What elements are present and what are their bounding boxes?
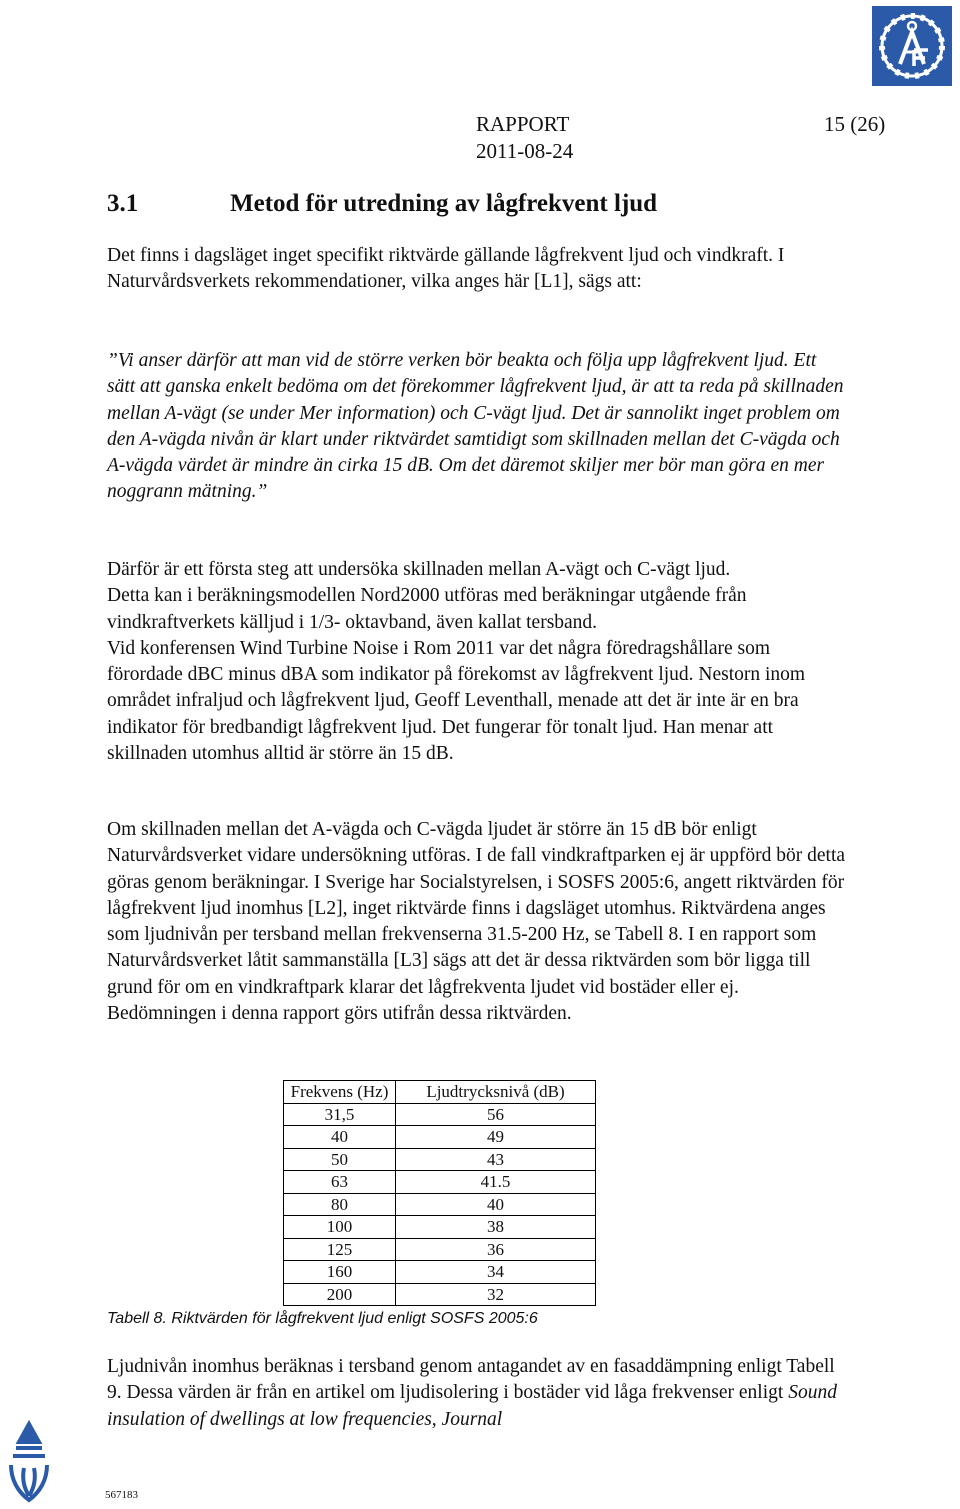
cell-frequency: 100 — [284, 1216, 396, 1239]
header-level: Ljudtrycksnivå (dB) — [396, 1081, 596, 1104]
table-row — [284, 1283, 596, 1306]
document-number: 567183 — [105, 1489, 138, 1501]
cell-level: 43 — [396, 1148, 596, 1171]
cell-level: 40 — [396, 1193, 596, 1216]
cell-frequency: 200 — [284, 1283, 396, 1306]
quote-part-d: Om det däremot skiljer mer bör man göra en mer noggrann mätning.” — [107, 455, 825, 503]
report-label: RAPPORT — [476, 112, 570, 136]
paragraph-5-text: Ljudnivån inomhus beräknas i tersband genom antagandet av en fasaddämpning enligt Tabell 9. Dessa värden är från en artikel om ljudisolering i bostäder vid låga frekvenser enligt — [107, 1356, 835, 1404]
af-logo-icon — [872, 6, 952, 86]
cell-frequency: 125 — [284, 1238, 396, 1261]
table-row — [284, 1103, 596, 1126]
paragraph-4: Om skillnaden mellan det A-vägda och C-vägda ljudet är större än 15 dB bör enligt Naturvårdsverket vidare undersökning utföras. I de fall vindkraftparken ej är uppförd bör detta göras genom beräkningar. I Sverige har Socialstyrelsen, i SOSFS 2005:6, angett riktvärden för lågfrekvent ljud inomhus [L2], inget riktvärde finns i dagsläget utomhus. Riktvärdena anges som ljudnivån per tersband mellan frekvenserna 31.5-200 Hz, se Tabell 8. I en rapport som Naturvårdsverket låtit sammanställa [L3] sägs att det är dessa riktvärden som bör ligga till grund för om en vindkraftpark klarar det lågfrekventa ljudet vid bostäder eller ej. Bedömningen i denna rapport görs utifrån dessa riktvärden. — [107, 819, 846, 1025]
cell-frequency: 63 — [284, 1171, 396, 1194]
quote-part-c: Det är sannolikt inget problem om den A-vägda nivån är klart under riktvärdet samtidigt som skillnaden mellan det C-vägda och A-vägda värdet är mindre än cirka 15 dB. — [107, 402, 840, 477]
paragraph-5-reference: Sound insulation of dwellings at low frequencies, Journal — [107, 1382, 837, 1430]
body-block-1 — [107, 557, 847, 767]
intro-text: Det finns i dagsläget inget specifikt riktvärde gällande lågfrekvent ljud och vindkraft. I Naturvårdsverkets rekommendationer, vilka anges här [L1], sägs att: — [107, 245, 785, 293]
table-row — [284, 1148, 596, 1171]
section-number: 3.1 — [107, 190, 139, 217]
cell-level: 49 — [396, 1126, 596, 1149]
cell-frequency: 160 — [284, 1261, 396, 1284]
table-row — [284, 1171, 596, 1194]
quote-text — [107, 348, 847, 506]
cell-level: 34 — [396, 1261, 596, 1284]
table-row — [284, 1238, 596, 1261]
cell-level: 32 — [396, 1283, 596, 1306]
cell-frequency: 80 — [284, 1193, 396, 1216]
intro-paragraph — [107, 243, 847, 296]
cell-level: 36 — [396, 1238, 596, 1261]
section-heading — [107, 190, 657, 218]
quote-paragraph — [107, 348, 847, 506]
table-row — [284, 1216, 596, 1239]
frequency-table — [283, 1080, 596, 1306]
table-row — [284, 1126, 596, 1149]
header-frequency: Frekvens (Hz) — [284, 1081, 396, 1104]
cell-frequency: 31,5 — [284, 1103, 396, 1126]
table-row — [284, 1261, 596, 1284]
quote-part-b: Ett sätt att ganska enkelt bedöma om det förekommer lågfrekvent ljud, är att ta reda på skillnaden mellan A-vägt (se under Mer information) och C-vägt ljud. — [107, 350, 844, 424]
paragraph-3: Vid konferensen Wind Turbine Noise i Rom 2011 var det några föredragshållare som förordade dBC minus dBA som indikator på förekomst av lågfrekvent ljud. Nestorn inom området infraljud och lågfrekvent ljud, Geoff Leventhall, menade att det är inte är en bra indikator för bredbandigt lågfrekvent ljud. Det fungerar för tonalt ljud. Han menar att skillnaden utomhus alltid är större än 15 dB. — [107, 637, 806, 765]
quote-part-a: ”Vi anser därför att man vid de större verken bör beakta och följa upp lågfrekvent ljud. — [107, 350, 794, 371]
cell-level: 38 — [396, 1216, 596, 1239]
page-indicator: 15 (26) — [824, 112, 886, 136]
table-row — [284, 1193, 596, 1216]
body-block-2 — [107, 817, 847, 1027]
shell-logo-icon — [4, 1420, 54, 1504]
section-title: Metod för utredning av lågfrekvent ljud — [230, 190, 658, 217]
cell-frequency: 50 — [284, 1148, 396, 1171]
paragraph-1: Därför är ett första steg att undersöka skillnaden mellan A-vägt och C-vägt ljud. — [107, 559, 731, 580]
body-block-3 — [107, 1354, 847, 1433]
report-date: 2011-08-24 — [476, 139, 574, 163]
paragraph-5 — [107, 1354, 847, 1433]
cell-level: 41.5 — [396, 1171, 596, 1194]
table-caption: Tabell 8. Riktvärden för lågfrekvent ljud enligt SOSFS 2005:6 — [107, 1310, 538, 1327]
cell-frequency: 40 — [284, 1126, 396, 1149]
table-header-row — [284, 1081, 596, 1104]
cell-level: 56 — [396, 1103, 596, 1126]
paragraph-2: Detta kan i beräkningsmodellen Nord2000 utföras med beräkningar utgående från vindkraftverkets källjud i 1/3- oktavband, även kallat tersband. — [107, 585, 747, 633]
